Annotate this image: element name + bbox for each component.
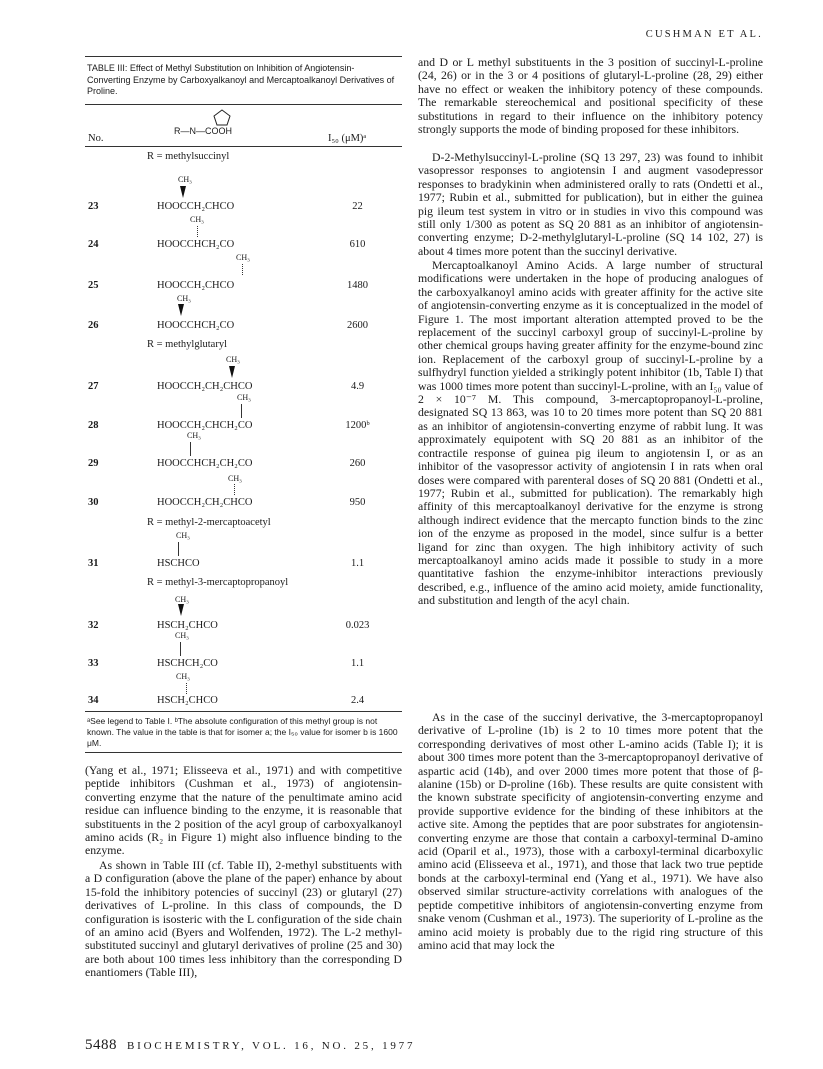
table-footnote: ᵃSee legend to Table I. ᵇThe absolute configuration of this methyl group is not known. The value in the table is that for isomer a; the I₅₀ value for isomer b is 1600 μM. xyxy=(87,716,398,748)
compound-number: 32 xyxy=(88,620,99,631)
compound-number: 23 xyxy=(88,201,99,212)
body-paragraph: Mercaptoalkanoyl Amino Acids. A large number of structural modifications were undertaken in the hope of producing analogues of the carboxyalkanoyl amino acids with greater affinity for the active site of angiotensin-converting enzyme as it is conceptualized in the model of Figure 1. The most important alteration attempted proved to be the replacement of the succinyl carboxyl group of succinyl-L-proline by other chemical groups having greater affinity for the enzyme-bound zinc ion. Replacement of the carboxyl group of succinyl-L-proline by a sulfhydryl function yielded a strikingly potent inhibitor (1b, Table I) that was 1000 times more potent than succinyl-L-proline, with an I₅₀ value of 2 × 10⁻⁷ M. This compound, 3-mercaptopropanoyl-L-proline, designated SQ 13 863, was 10 to 20 times more potent than SQ 20 881 as an inhibitor of angiotensin-converting enzyme of rabbit lung. It was approximately equipotent with SQ 20 881 as an inhibitor of the contractile response of guinea pig ileum to angiotensin I, or as an inhibitor of the vasopressor activity of angiotensin I in rats when oral doses were compared with parenteral doses of SQ 20 881 (Ondetti et al., 1977; Rubin et al., submitted for publication). The remarkably high affinity of this mercaptoalkanoyl derivative for the enzyme is strong although indirect evidence that the mercapto function binds to the zinc ion of the enzyme as proposed in the model, since sulfur is a better ligand for zinc than oxygen. The high inhibitory activity of such mercaptoalkanoyl amino acids made it possible to study in a more quantitative fashion the enzyme-inhibitor interactions previously described, e.g., influence of the amino acid moiety, amide functionality, and substitution and length of the acyl chain. xyxy=(418,258,763,608)
body-paragraph: As in the case of the succinyl derivative, the 3-mercaptopropanoyl derivative of L-proline (1b) is 2 to 10 times more potent that the corresponding derivatives of most other L-amino acids (Table I); it is about 300 times more potent than the 3-mercaptopropanoyl derivative of aspartic acid (14b), and over 2000 times more potent that those of β-alanine (15b) or D-proline (16b). These results are quite consistent with the known substrate specificity of angiotensin-converting enzyme and provide supportive evidence for the binding of these inhibitors at the active site. Among the peptides that are poor substrates for angiotensin-converting enzyme are those that contain a carboxyl-terminal D-amino acid (Oparil et al., 1973), those with a carboxyl-terminal dicarboxylic amino acid (Elisseeva et al., 1971), and those that lack two true peptide bonds at the carboxyl-terminal end (Yang et al., 1971). We have also observed similar structure-activity correlations with analogues of the peptide competitive inhibitors of angiotensin-converting enzyme from snake venom (Cushman et al., 1973). The superiority of L-proline as the amino acid moiety is probably due to the rigid ring structure of this amino acid that may lock the xyxy=(418,710,763,952)
compound-number: 29 xyxy=(88,458,99,469)
i50-value: 2600 xyxy=(347,320,368,331)
hashed-bond-icon xyxy=(197,226,198,237)
compound-formula: HOOCCH₂CHCH₂CO xyxy=(157,420,253,431)
compound-formula: HOOCCHCH₂CH₂CO xyxy=(157,458,253,469)
bond-line-icon xyxy=(241,404,242,418)
i50-value: 260 xyxy=(349,458,366,469)
table-rule-top xyxy=(85,56,402,57)
methyl-label: CH₃ xyxy=(228,474,242,483)
compound-formula: HOOCCH₂CHCO xyxy=(157,201,235,212)
table-caption: TABLE III: Effect of Methyl Substitution on Inhibition of Angiotensin-Converting Enzyme by Carboxyalkanoyl and Mercaptoalkanoyl Derivatives of Proline. xyxy=(87,63,395,96)
i50-value: 2.4 xyxy=(350,695,365,706)
table-rule-bottom xyxy=(85,711,402,712)
compound-formula: HOOCCH₂CHCO xyxy=(157,280,235,291)
table-rule xyxy=(85,146,402,147)
methyl-label: CH₃ xyxy=(176,531,190,540)
pyrrolidine-ring-icon xyxy=(212,108,232,126)
i50-value: 610 xyxy=(349,239,366,250)
wedge-bond-icon xyxy=(229,366,235,378)
compound-formula: HSCHCO xyxy=(157,558,200,569)
methyl-label: CH₃ xyxy=(175,631,189,640)
i50-value: 1.1 xyxy=(350,558,365,569)
compound-number: 24 xyxy=(88,239,99,250)
compound-number: 34 xyxy=(88,695,99,706)
methyl-label: CH₃ xyxy=(226,355,240,364)
compound-formula: HOOCCHCH₂CO xyxy=(157,320,235,331)
methyl-label: CH₃ xyxy=(237,393,251,402)
table-rule xyxy=(85,752,402,753)
methyl-label: CH₃ xyxy=(190,215,204,224)
body-paragraph: As shown in Table III (cf. Table II), 2-methyl substituents with a D configuration (above the plane of the paper) enhance by about 15-fold the inhibitory potencies of succinyl (23) or glutaryl (27) derivatives of L-proline. In this class of compounds, the D configuration is isosteric with the L configuration of the side chain of an amino acid (Byers and Wolfenden, 1972). The L-2 methyl-substituted succinyl and glutaryl derivatives of proline (25 and 30) are both about 100 times less inhibitory than the corresponding D enantiomers (Table III), xyxy=(85,858,402,980)
compound-number: 25 xyxy=(88,280,99,291)
compound-number: 28 xyxy=(88,420,99,431)
bond-line-icon xyxy=(178,542,179,556)
group-label: R = methylsuccinyl xyxy=(147,151,230,162)
methyl-label: CH₃ xyxy=(175,595,189,604)
i50-value: 1200ᵇ xyxy=(345,420,370,431)
methyl-label: CH₃ xyxy=(176,672,190,681)
column-header-no: No. xyxy=(88,133,104,144)
compound-formula: HOOCCHCH₂CO xyxy=(157,239,235,250)
column-header-i50: I₅₀ (μM)ᵃ xyxy=(328,133,367,144)
compound-number: 27 xyxy=(88,381,99,392)
wedge-bond-icon xyxy=(178,304,184,316)
body-paragraph: and D or L methyl substituents in the 3 position of succinyl-L-proline (24, 26) or in the 3 or 4 positions of glutaryl-L-proline (28, 29) either have no effect or weaken the inhibitory potency of these compounds. The remarkable stereochemical and positional specificity of these substitutions in regard to their influence on the inhibitory potency strongly supports the mode of binding proposed for these inhibitors. xyxy=(418,55,763,137)
i50-value: 1.1 xyxy=(350,658,365,669)
compound-formula: HSCHCH₂CO xyxy=(157,658,218,669)
compound-number: 26 xyxy=(88,320,99,331)
methyl-label: CH₃ xyxy=(178,175,192,184)
compound-formula: HSCH₂CHCO xyxy=(157,620,218,631)
methyl-label: CH₃ xyxy=(187,431,201,440)
bond-line-icon xyxy=(180,642,181,656)
i50-value: 22 xyxy=(352,201,363,212)
group-label: R = methyl-2-mercaptoacetyl xyxy=(147,517,271,528)
running-header: CUSHMAN ET AL. xyxy=(645,29,763,40)
i50-value: 1480 xyxy=(347,280,368,291)
hashed-bond-icon xyxy=(242,264,243,275)
page-number: 5488 xyxy=(85,1037,117,1053)
methyl-label: CH₃ xyxy=(177,294,191,303)
bond-line-icon xyxy=(190,442,191,456)
compound-formula: HOOCCH₂CH₂CHCO xyxy=(157,381,253,392)
i50-value: 0.023 xyxy=(345,620,370,631)
table-rule xyxy=(85,104,402,105)
structure-label: R—N—COOH xyxy=(174,126,232,136)
group-label: R = methyl-3-mercaptopropanoyl xyxy=(147,577,289,588)
compound-number: 33 xyxy=(88,658,99,669)
wedge-bond-icon xyxy=(178,604,184,616)
journal-citation: BIOCHEMISTRY, VOL. 16, NO. 25, 1977 xyxy=(127,1040,416,1052)
group-label: R = methylglutaryl xyxy=(147,339,227,350)
page-footer xyxy=(85,1037,415,1054)
compound-formula: HOOCCH₂CH₂CHCO xyxy=(157,497,253,508)
body-paragraph: (Yang et al., 1971; Elisseeva et al., 1971) and with competitive peptide inhibitors (Cushman et al., 1973) of angiotensin-converting enzyme that the nature of the penultimate amino acid residue can influence binding to the enzyme, it is reasonable that substituents in the 2 position of the acyl group of carboxyalkanoyl amino acids (R₂ in Figure 1) might also influence binding to the enzyme. xyxy=(85,763,402,858)
i50-value: 4.9 xyxy=(350,381,365,392)
column-header-structure xyxy=(174,126,232,136)
methyl-label: CH₃ xyxy=(236,253,250,262)
hashed-bond-icon xyxy=(186,683,187,694)
i50-value: 950 xyxy=(349,497,366,508)
compound-number: 31 xyxy=(88,558,99,569)
compound-number: 30 xyxy=(88,497,99,508)
wedge-bond-icon xyxy=(180,186,186,198)
hashed-bond-icon xyxy=(234,484,235,495)
body-paragraph: D-2-Methylsuccinyl-L-proline (SQ 13 297, 23) was found to inhibit vasopressor responses to angiotensin I and augment vasodepressor responses to bradykinin when administered orally to rats (Ondetti et al., 1977; Rubin et al., submitted for publication), but in either the guinea pig ileum test system in vitro or in studies in vivo this compound was still only 1/300 as potent as SQ 20 881 as an inhibitor of angiotensin-converting enzyme; D-2-methylglutaryl-L-proline (SQ 14 102, 27) is about 4 times more potent than the succinyl derivative. xyxy=(418,150,763,258)
compound-formula: HSCH₂CHCO xyxy=(157,695,218,706)
